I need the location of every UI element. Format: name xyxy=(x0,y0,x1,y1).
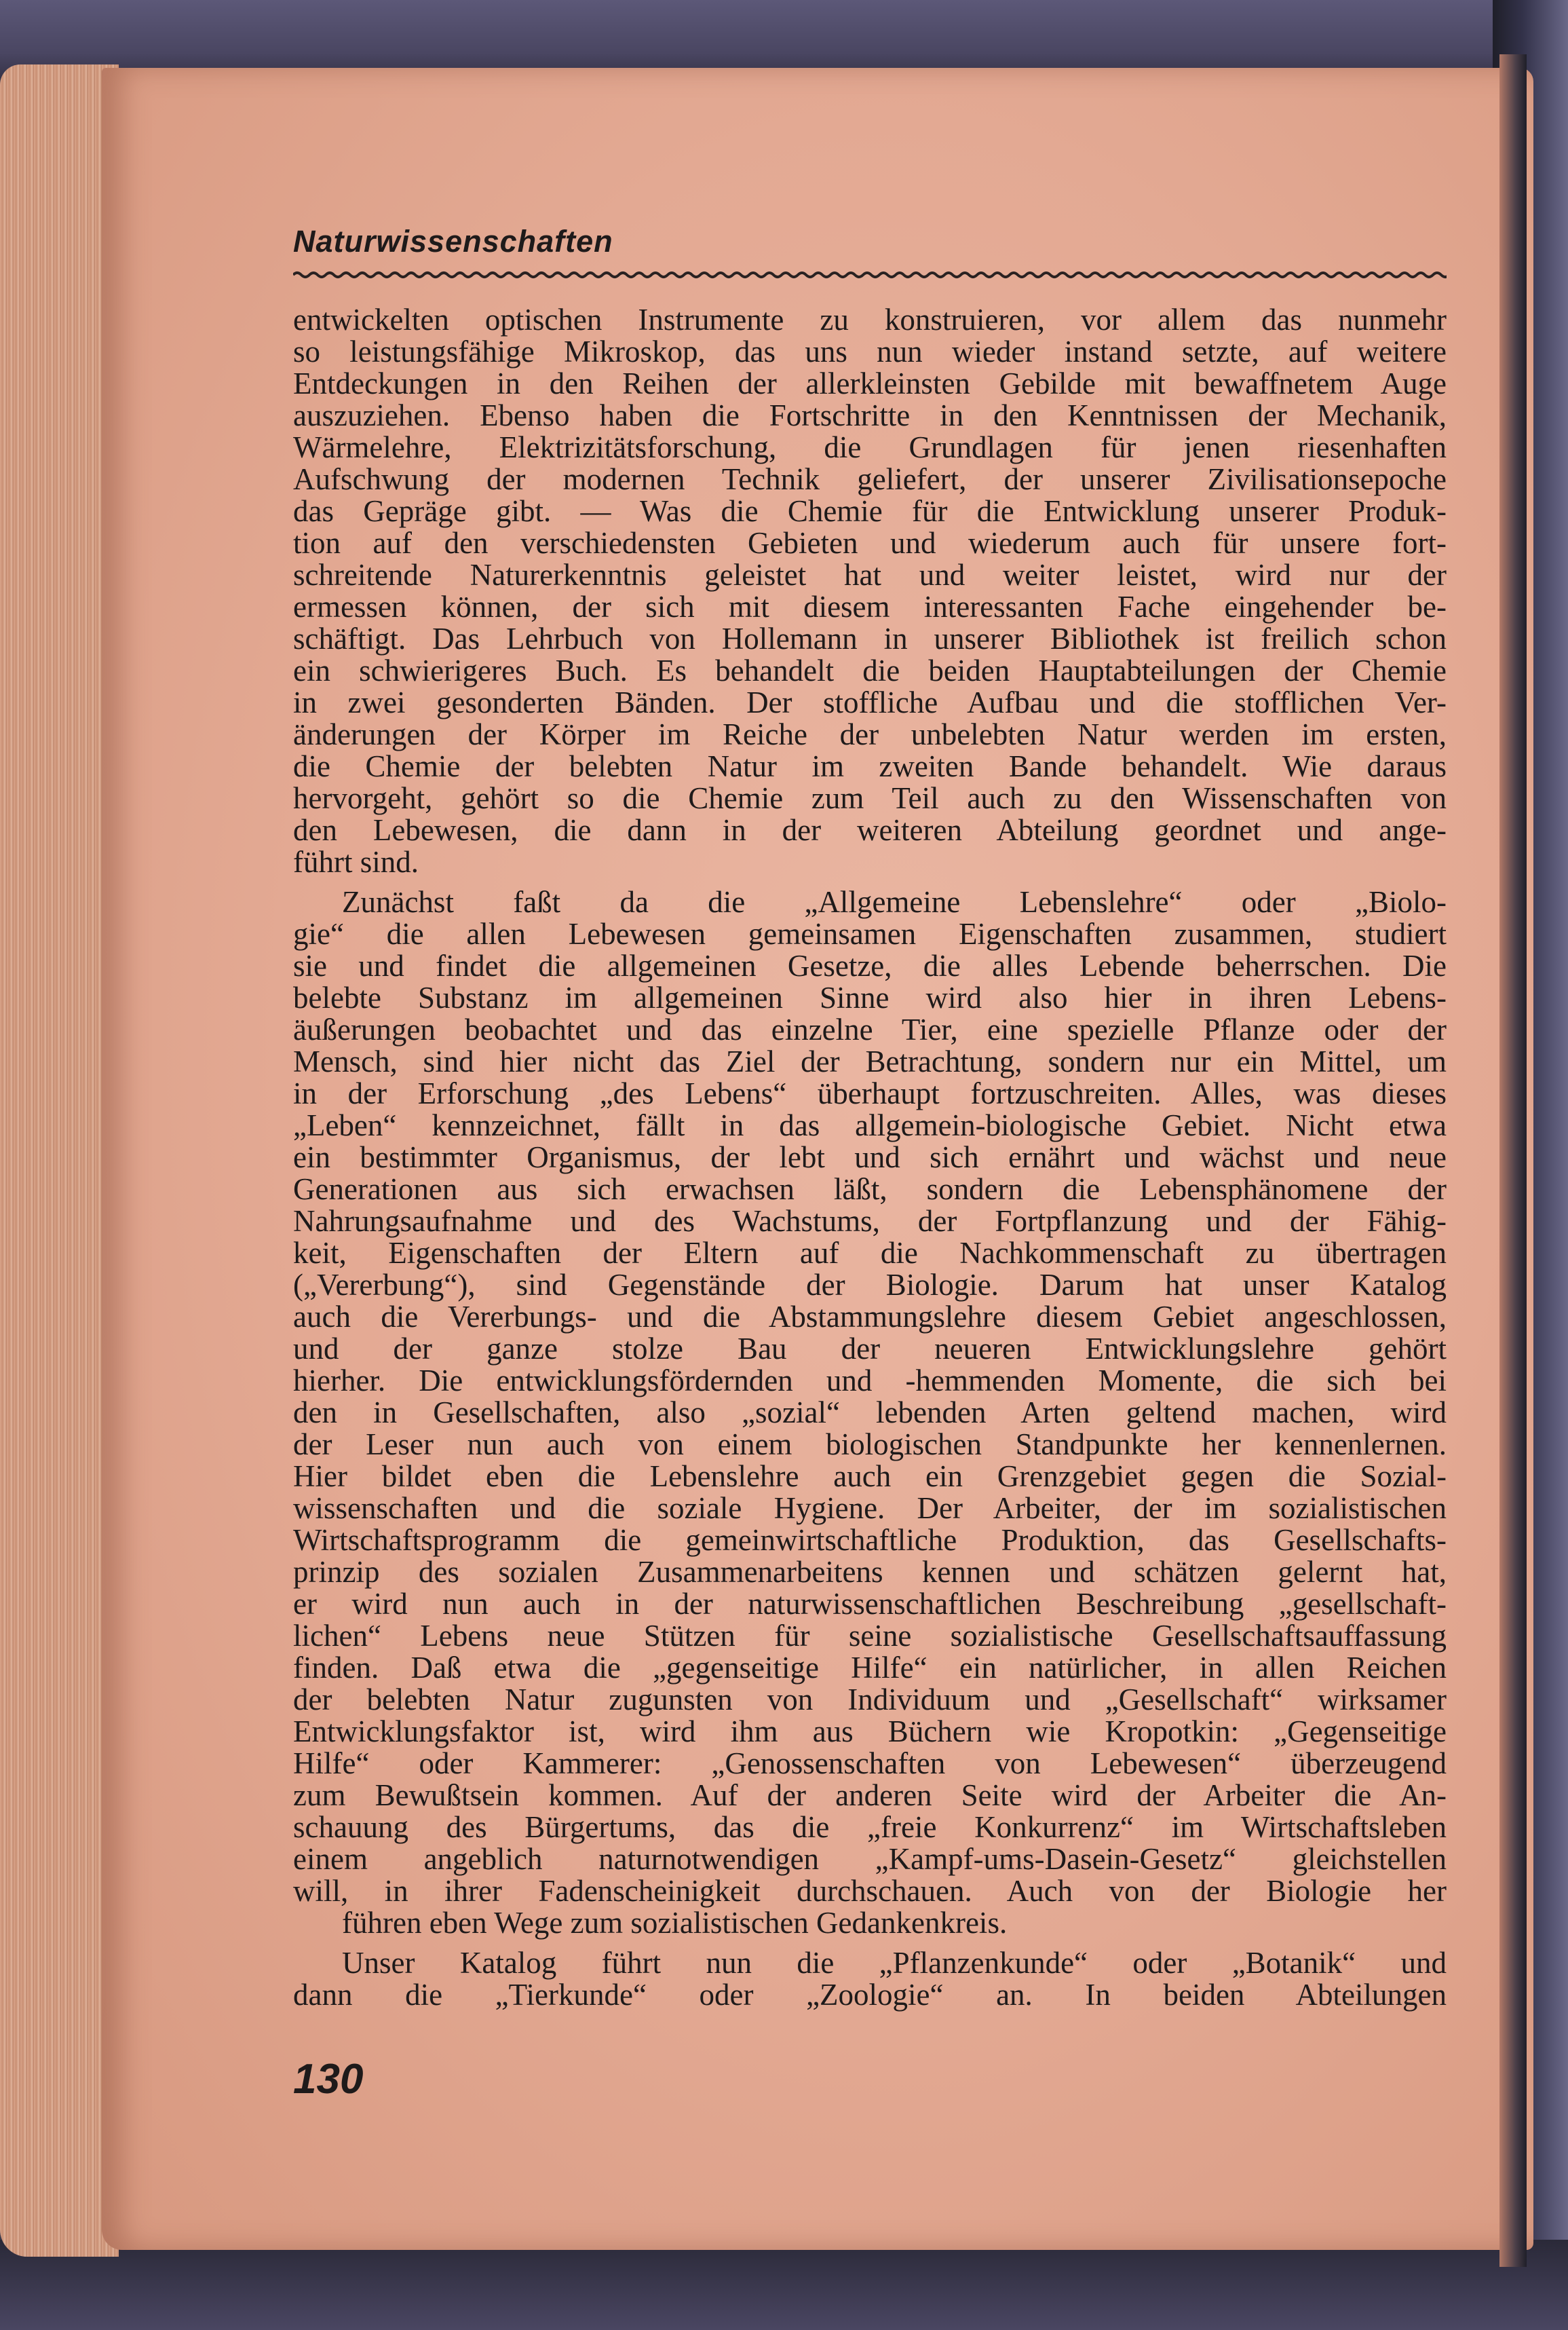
paragraph-chemistry-lines: entwickelten optischen Instrumente zu konstruieren, vor allem das nunmehr so leistungsfähige Mikroskop, das uns nun wieder instand setzte, auf weitere Entdeckungen in den Reihen der allerkleinsten Gebilde mit bewaffnetem Auge auszuziehen. Ebenso haben die Fortschritte in den Kenntnissen der Mechanik, Wärmelehre, Elektrizitätsforschung, die Grundlagen für jenen riesenhaften Aufschwung der modernen Technik geliefert, der unserer Zivilisationsepoche das Gepräge gibt. — Was die Chemie für die Entwicklung unserer Produk- tion auf den verschiedensten Gebieten und wiederum auch für unsere fort- schreitende Naturerkenntnis geleistet hat und weiter leistet, wird nur der ermessen können, der sich mit diesem interessanten Fache eingehender be- schäftigt. Das Lehrbuch von Hollemann in unserer Bibliothek ist freilich schon ein schwierigeres Buch. Es behandelt die beiden Hauptabteilungen der Chemie in zwei gesonderten Bänden. Der stoffliche Aufbau und die stofflichen Ver- änderungen der Körper im Reiche der unbelebten Natur werden im ersten, die Chemie der belebten Natur im zweiten Bande behandelt. Wie daraus hervorgeht, gehört so die Chemie zum Teil auch zu den Wissenschaften von den Lebewesen, die dann in der weiteren Abteilung geordnet und ange- xyxy=(293,303,1447,847)
running-head-title: Naturwissenschaften xyxy=(293,224,613,259)
book-gutter xyxy=(1499,54,1527,2267)
wavy-rule-divider xyxy=(293,269,1447,280)
paragraph-biology-lines: Zunächst faßt da die „Allgemeine Lebenslehre“ oder „Biolo- gie“ die allen Lebewesen gemeinsamen Eigenschaften zusammen, studiert sie und findet die allgemeinen Gesetze, die alles Lebende beherrschen. Die belebte Substanz im allgemeinen Sinne wird also hier in ihren Lebens- äußerungen beobachtet und das einzelne Tier, eine spezielle Pflanze oder der Mensch, sind hier nicht das Ziel der Betrachtung, sondern nur ein Mittel, um in der Erforschung „des Lebens“ überhaupt fortzuschreiten. Alles, was dieses „Leben“ kennzeichnet, fällt in das allgemein-biologische Gebiet. Nicht etwa ein bestimmter Organismus, der lebt und sich ernährt und wächst und neue Generationen aus sich erwachsen läßt, sondern die Lebensphänomene der Nahrungsaufnahme und des Wachstums, der Fortpflanzung und der Fähig- keit, Eigenschaften der Eltern auf die Nachkommenschaft zu übertragen („Vererbung“), sind Gegenstände der Biologie. Darum hat unser Katalog auch die Vererbungs- und die Abstammungslehre diesem Gebiet angeschlossen, und der ganze stolze Bau der neueren Entwicklungslehre gehört hierher. Die entwicklungsfördernden und -hemmenden Momente, die sich bei den in Gesellschaften, also „sozial“ lebenden Arten geltend machen, wird der Leser nun auch von einem biologischen Standpunkte her kennenlernen. Hier bildet eben die Lebenslehre auch ein Grenzgebiet gegen die Sozial- wissenschaften und die soziale Hygiene. Der Arbeiter, der im sozialistischen Wirtschaftsprogramm die gemeinwirtschaftliche Produktion, das Gesellschafts- prinzip des sozialen Zusammenarbeitens kennen und schätzen gelernt hat, er wird nun auch in der naturwissenschaftlichen Beschreibung „gesellschaft- lichen“ Lebens neue Stützen für seine sozialistische Gesellschaftsauffassung finden. Daß etwa die „gegenseitige Hilfe“ ein natürlicher, in allen Reichen der belebten Natur zugunsten von Individuum und „Gesellschaft“ wirksamer Entwicklungsfaktor ist, wird ihm aus Büchern wie Kropotkin: „Gegenseitige Hilfe“ oder Kammerer: „Genossenschaften von Lebewesen“ überzeugend zum Bewußtsein kommen. Auf der anderen Seite wird der Arbeiter die An- schauung des Bürgertums, das die „freie Konkurrenz“ im Wirtschaftsleben einem angeblich naturnotwendigen „Kampf-ums-Dasein-Gesetz“ gleichstellen will, in ihrer Fadenscheinigkeit durchschauen. Auch von der Biologie her xyxy=(293,885,1447,1908)
paragraph-botany-zoology-lines: Unser Katalog führt nun die „Pflanzenkunde“ oder „Botanik“ und dann die „Tierkunde“ oder „Zoologie“ an. In beiden Abteilungen xyxy=(293,1946,1447,2012)
body-text xyxy=(293,304,1447,2019)
page-stack-edges xyxy=(0,64,119,2257)
page-number: 130 xyxy=(293,2056,364,2103)
paragraph-biology-last-line: führen eben Wege zum sozialistischen Gedankenkreis. xyxy=(342,1906,1008,1940)
paragraph-biology xyxy=(293,886,1447,1939)
paragraph-chemistry xyxy=(293,304,1447,878)
paragraph-chemistry-last-line: führt sind. xyxy=(293,845,419,879)
book-cover-bottom xyxy=(0,2240,1568,2330)
paragraph-botany-zoology xyxy=(293,1947,1447,2011)
